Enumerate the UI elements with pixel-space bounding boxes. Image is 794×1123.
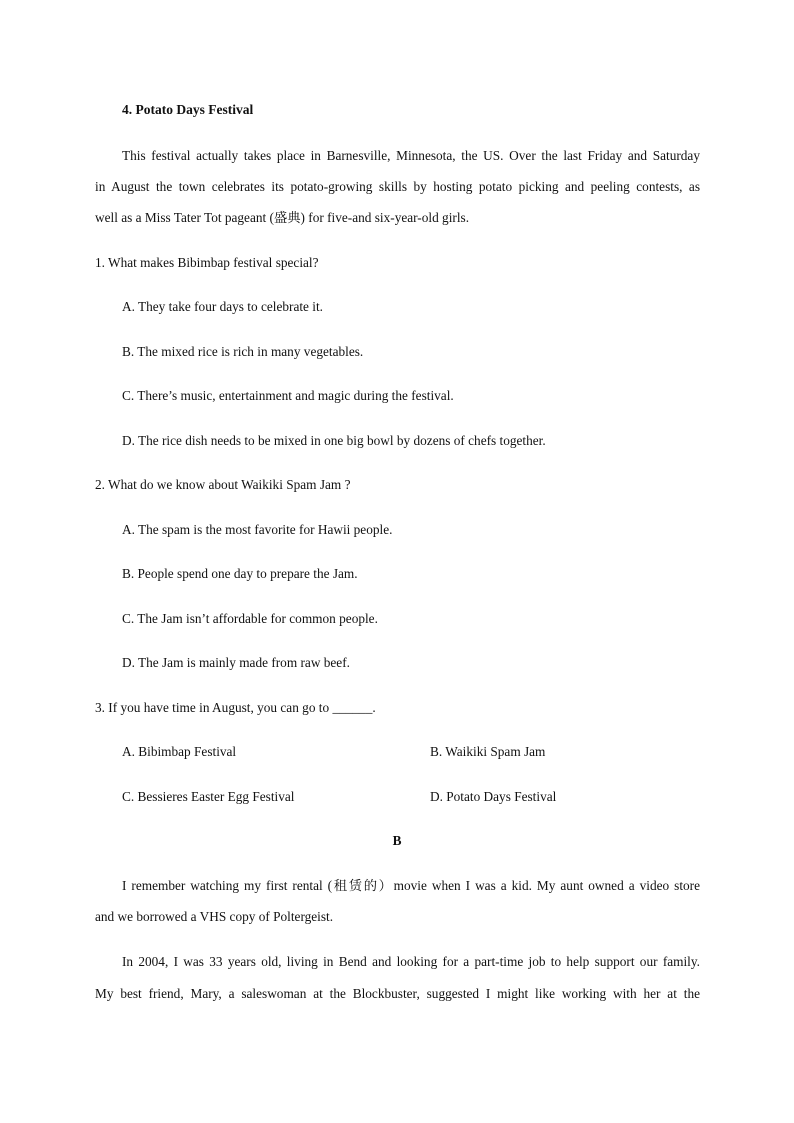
part-b-label: B [392,833,402,848]
question-3-option-a: A. Bibimbap Festival [122,744,237,759]
question-1-option-a: A. They take four days to celebrate it. [122,299,323,314]
festival-paragraph-line: well as a Miss Tater Tot pageant (盛典) for five-and six-year-old girls. [95,210,470,225]
question-3-stem: 3. If you have time in August, you can go to ______. [95,700,376,715]
question-2-option-d: D. The Jam is mainly made from raw beef. [122,655,350,670]
question-2-stem: 2. What do we know about Waikiki Spam Jam ? [95,477,351,492]
question-1-option-b: B. The mixed rice is rich in many vegetables. [122,344,364,359]
section-heading: 4. Potato Days Festival [122,102,254,117]
question-2-option-c: C. The Jam isn’t affordable for common people. [122,611,378,626]
question-2-option-b: B. People spend one day to prepare the Jam. [122,566,358,581]
question-3-option-b: B. Waikiki Spam Jam [430,744,546,759]
question-1-option-d: D. The rice dish needs to be mixed in one big bowl by dozens of chefs together. [122,433,546,448]
passage-b-line: In 2004, I was 33 years old, living in Bend and looking for a part-time job to help support our family. [122,954,700,969]
passage-b-line: I remember watching my first rental (租赁的）movie when I was a kid. My aunt owned a video store [122,878,700,893]
question-3-option-c: C. Bessieres Easter Egg Festival [122,789,295,804]
passage-b-line: My best friend, Mary, a saleswoman at the Blockbuster, suggested I might like working with her at the [95,986,700,1001]
question-2-option-a: A. The spam is the most favorite for Hawii people. [122,522,393,537]
passage-b-line: and we borrowed a VHS copy of Poltergeist. [95,909,334,924]
question-1-stem: 1. What makes Bibimbap festival special? [95,255,319,270]
festival-paragraph-line: This festival actually takes place in Barnesville, Minnesota, the US. Over the last Friday and Saturday [122,148,700,163]
festival-paragraph-line: in August the town celebrates its potato-growing skills by hosting potato picking and peeling contests, as [95,179,700,194]
question-1-option-c: C. There’s music, entertainment and magic during the festival. [122,388,454,403]
question-3-option-d: D. Potato Days Festival [430,789,557,804]
